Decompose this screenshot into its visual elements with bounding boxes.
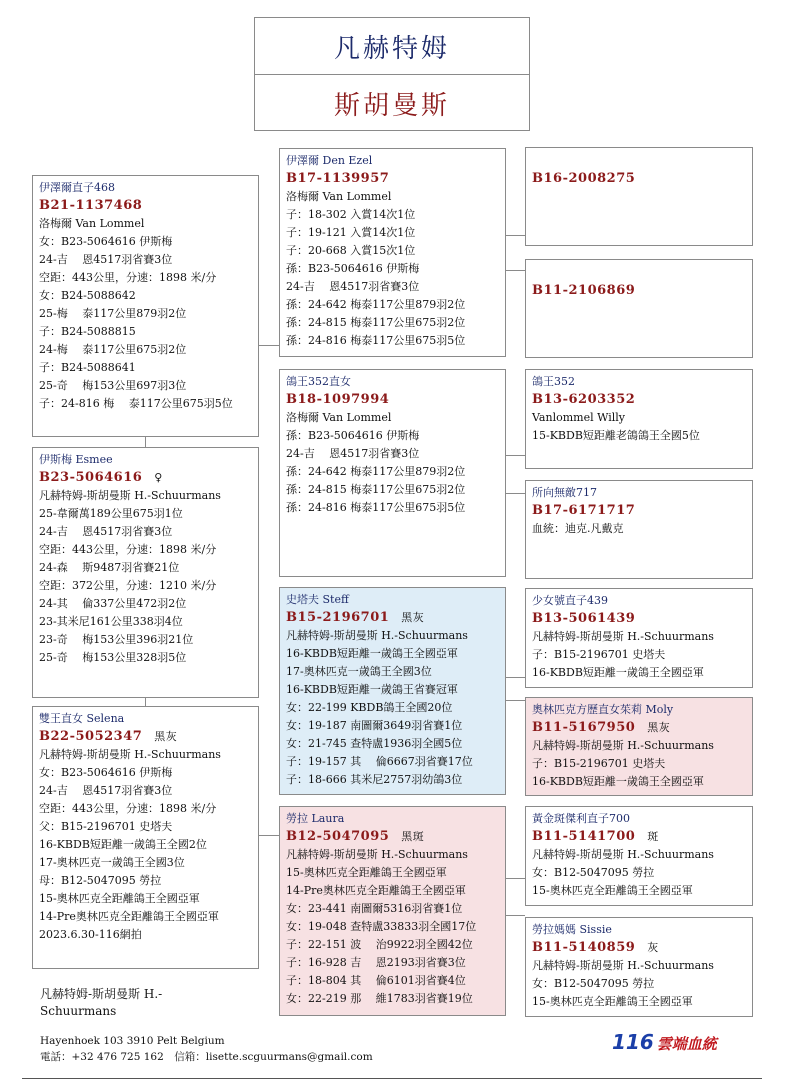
pedigree-line: 2023.6.30-116網拍 <box>39 928 142 941</box>
logo-text: 雲端血統 <box>656 1035 717 1053</box>
pedigree-line: 24-吉 恩4517羽省賽3位 <box>39 253 173 266</box>
footer-loft-name: 凡赫特姆-斯胡曼斯 H.-Schuurmans <box>40 987 163 1018</box>
pedigree-line: 孫：24-816 梅泰117公里675羽5位 <box>286 334 466 347</box>
pedigree-line: 洛梅爾 Van Lommel <box>39 217 145 230</box>
pedigree-line: 25-梅 泰117公里879羽2位 <box>39 307 187 320</box>
pedigree-line: 17-奧林匹克一歲鴿王全國3位 <box>39 856 185 869</box>
pedigree-line: 24-吉 恩4517羽省賽3位 <box>286 447 420 460</box>
pedigree-line: 孫：24-815 梅泰117公里675羽2位 <box>286 316 466 329</box>
pedigree-line: 16-KBDB短距離一歲鴿王省賽冠軍 <box>286 683 458 696</box>
pigeon-color-sex: 黑灰 <box>401 611 425 624</box>
pedigree-line: 洛梅爾 Van Lommel <box>286 190 392 203</box>
pedigree-line: 子：22-151 波 治9922羽全國42位 <box>286 938 473 951</box>
connector <box>505 878 525 879</box>
pedigree-line: 25-奇 梅153公里328羽5位 <box>39 651 187 664</box>
ring-number <box>286 828 499 846</box>
pedigree-line: 16-KBDB短距離一歲鴿王全國亞軍 <box>532 666 704 679</box>
ring-number-text: B11-5167950 <box>532 720 636 735</box>
pedigree-line: Vanlommel Willy <box>532 411 625 424</box>
pigeon-card-sss[interactable] <box>525 147 753 246</box>
ring-number <box>286 170 499 188</box>
pedigree-line: 子：16-928 吉 恩2193羽省賽3位 <box>286 956 466 969</box>
brand-logo[interactable] <box>612 1030 717 1054</box>
pigeon-name: 伊斯梅 Esmee <box>39 453 113 466</box>
pedigree-line: 女：B24-5088642 <box>39 289 136 302</box>
ring-number-text: B17-6171717 <box>532 503 636 518</box>
pigeon-name: 少女號直子439 <box>532 594 608 607</box>
ring-number <box>39 197 252 215</box>
pigeon-name: 奧林匹克方歷直女茱莉 Moly <box>532 703 674 716</box>
pedigree-line: 女：23-441 南圖爾5316羽省賽1位 <box>286 902 463 915</box>
ring-number <box>532 719 746 737</box>
pedigree-line: 24-梅 泰117公里675羽2位 <box>39 343 187 356</box>
connector <box>505 235 525 236</box>
connector <box>505 700 525 701</box>
pedigree-line: 子：B24-5088641 <box>39 361 136 374</box>
pedigree-line: 女：B12-5047095 勞拉 <box>532 866 655 879</box>
pedigree-line: 孫：24-816 梅泰117公里675羽5位 <box>286 501 466 514</box>
pedigree-line: 空距：372公里，分速：1210 米/分 <box>39 579 217 592</box>
ring-number-text: B21-1137468 <box>39 198 143 213</box>
ring-number <box>532 610 746 628</box>
pedigree-line: 子：B15-2196701 史塔夫 <box>532 648 666 661</box>
pigeon-card-sire[interactable] <box>32 175 259 437</box>
connector <box>505 677 525 678</box>
ring-number-text: B13-6203352 <box>532 392 636 407</box>
pedigree-line: 24-其 倫337公里472羽2位 <box>39 597 187 610</box>
pedigree-line: 女：B23-5064616 伊斯梅 <box>39 235 173 248</box>
pedigree-line: 孫：B23-5064616 伊斯梅 <box>286 429 420 442</box>
pedigree-line: 女：21-745 查特盧1936羽全國5位 <box>286 737 463 750</box>
pigeon-card-sire-sire[interactable] <box>279 148 506 357</box>
pedigree-line: 15-奧林匹克全距離鴿王全國亞軍 <box>532 884 693 897</box>
pigeon-card-sdd[interactable] <box>525 480 753 579</box>
logo-number: 116 <box>612 1030 654 1054</box>
pedigree-line: 子：20-668 入賞15次1位 <box>286 244 416 257</box>
footer-address: Hayenhoek 103 3910 Pelt Belgium <box>40 1035 225 1047</box>
pigeon-name: 鴿王352直女 <box>286 375 351 388</box>
footer-contact <box>40 1033 373 1065</box>
ring-number <box>532 502 746 520</box>
pigeon-card-dsd[interactable] <box>525 697 753 796</box>
ring-number <box>286 609 499 627</box>
pedigree-line: 14-Pre奧林匹克全距離鴿王全國亞軍 <box>39 910 219 923</box>
pedigree-line: 24-森 斯9487羽省賽21位 <box>39 561 180 574</box>
connector <box>505 915 525 916</box>
ring-number <box>532 391 746 409</box>
pedigree-line: 16-KBDB短距離一歲鴿王全國亞軍 <box>286 647 458 660</box>
pedigree-line: 凡赫特姆-斯胡曼斯 H.-Schuurmans <box>532 630 714 643</box>
ring-number-text: B17-1139957 <box>286 171 390 186</box>
ring-number <box>39 469 252 487</box>
connector <box>505 270 525 271</box>
pigeon-name: 鴿王352 <box>532 375 575 388</box>
connector <box>258 835 280 836</box>
connector <box>145 437 146 447</box>
ring-number-text: B16-2008275 <box>532 171 636 186</box>
pigeon-name: 史塔夫 Steff <box>286 593 349 606</box>
pedigree-line: 洛梅爾 Van Lommel <box>286 411 392 424</box>
pedigree-line: 子：18-804 其 倫6101羽省賽4位 <box>286 974 466 987</box>
pedigree-line: 女：22-199 KBDB鴿王全國20位 <box>286 701 453 714</box>
ring-number-text: B11-2106869 <box>532 283 636 298</box>
pigeon-card-dam-sire[interactable] <box>279 587 506 795</box>
ring-number <box>286 391 499 409</box>
pedigree-line: 女：19-187 南圖爾3649羽省賽1位 <box>286 719 463 732</box>
pedigree-line: 23-奇 梅153公里396羽21位 <box>39 633 194 646</box>
pedigree-line: 孫：24-642 梅泰117公里879羽2位 <box>286 298 466 311</box>
pigeon-color-sex: 黑斑 <box>401 830 425 843</box>
loft-title-line1: 凡赫特姆 <box>333 33 450 64</box>
pedigree-line: 15-奧林匹克全距離鴿王全國亞軍 <box>286 866 447 879</box>
pigeon-name: 勞拉媽媽 Sissie <box>532 923 612 936</box>
pedigree-line: 凡赫特姆-斯胡曼斯 H.-Schuurmans <box>39 748 221 761</box>
pedigree-line: 空距：443公里，分速：1898 米/分 <box>39 271 217 284</box>
pedigree-line: 14-Pre奧林匹克全距離鴿王全國亞軍 <box>286 884 466 897</box>
pigeon-card-dam-dam[interactable] <box>279 806 506 1016</box>
pedigree-line: 凡赫特姆-斯胡曼斯 H.-Schuurmans <box>532 848 714 861</box>
ring-number-text: B13-5061439 <box>532 611 636 626</box>
pedigree-line: 女：B23-5064616 伊斯梅 <box>39 766 173 779</box>
pigeon-name: 雙王直女 Selena <box>39 712 125 725</box>
ring-number-text: B11-5141700 <box>532 829 636 844</box>
pedigree-line: 母：B12-5047095 勞拉 <box>39 874 162 887</box>
pigeon-color-sex: 黑灰 <box>154 730 178 743</box>
pigeon-color-sex: 斑 <box>647 830 659 843</box>
pigeon-card-subject[interactable] <box>32 447 259 698</box>
pedigree-line: 血統：迪克.凡戴克 <box>532 522 624 535</box>
pigeon-name: 伊澤爾直子468 <box>39 181 115 194</box>
pedigree-line: 23-其米尼161公里338羽4位 <box>39 615 183 628</box>
pedigree-line: 空距：443公里，分速：1898 米/分 <box>39 543 217 556</box>
loft-title-line2: 斯胡曼斯 <box>255 74 529 131</box>
connector <box>505 493 525 494</box>
pedigree-line: 女：22-219 那 維1783羽省賽19位 <box>286 992 473 1005</box>
title-box <box>254 17 530 131</box>
pedigree-line: 凡赫特姆-斯胡曼斯 H.-Schuurmans <box>286 629 468 642</box>
pigeon-card-dss[interactable] <box>525 588 753 688</box>
pedigree-line: 24-吉 恩4517羽省賽3位 <box>39 525 173 538</box>
footer-divider <box>22 1078 762 1079</box>
pedigree-line: 16-KBDB短距離一歲鴿王全國2位 <box>39 838 207 851</box>
pedigree-line: 空距：443公里，分速：1898 米/分 <box>39 802 217 815</box>
pigeon-name: 勞拉 Laura <box>286 812 345 825</box>
ring-number-text: B11-5140859 <box>532 940 636 955</box>
pedigree-line: 孫：24-815 梅泰117公里675羽2位 <box>286 483 466 496</box>
pedigree-line: 子：18-666 其米尼2757羽幼鴿3位 <box>286 773 463 786</box>
pigeon-card-ddd[interactable] <box>525 917 753 1017</box>
pedigree-line: 凡赫特姆-斯胡曼斯 H.-Schuurmans <box>39 489 221 502</box>
pigeon-card-sire-dam[interactable] <box>279 369 506 577</box>
pedigree-line: 女：19-048 查特盧33833羽全國17位 <box>286 920 477 933</box>
pigeon-name: 伊澤爾 Den Ezel <box>286 154 373 167</box>
pedigree-line: 子：B15-2196701 史塔夫 <box>532 757 666 770</box>
pedigree-line: 25-奇 梅153公里697羽3位 <box>39 379 187 392</box>
pedigree-line: 15-KBDB短距離老鴿鴿王全國5位 <box>532 429 700 442</box>
pigeon-name: 所向無敵717 <box>532 486 597 499</box>
pedigree-line: 女：B12-5047095 勞拉 <box>532 977 655 990</box>
pigeon-name: 黃金斑傑利直子700 <box>532 812 630 825</box>
pigeon-color-sex: ♀ <box>154 471 163 484</box>
pigeon-card-sds[interactable] <box>525 369 753 469</box>
ring-number <box>39 728 252 746</box>
ring-number-text: B22-5052347 <box>39 729 143 744</box>
connector <box>258 345 280 346</box>
ring-number <box>532 170 746 188</box>
pedigree-line: 子：19-157 其 倫6667羽省賽17位 <box>286 755 473 768</box>
connector <box>145 698 146 706</box>
ring-number <box>532 828 746 846</box>
pedigree-line: 15-奧林匹克全距離鴿王全國亞軍 <box>532 995 693 1008</box>
pedigree-line: 子：18-302 入賞14次1位 <box>286 208 416 221</box>
footer-phone-email: 電話：+32 476 725 162 信箱：lisette.scguurmans@gmail.com <box>40 1051 373 1063</box>
pedigree-line: 24-吉 恩4517羽省賽3位 <box>286 280 420 293</box>
pedigree-line: 凡赫特姆-斯胡曼斯 H.-Schuurmans <box>532 959 714 972</box>
pedigree-line: 子：19-121 入賞14次1位 <box>286 226 416 239</box>
pigeon-color-sex: 黑灰 <box>647 721 671 734</box>
pedigree-line: 17-奧林匹克一歲鴿王全國3位 <box>286 665 432 678</box>
pedigree-line: 15-奧林匹克全距離鴿王全國亞軍 <box>39 892 200 905</box>
ring-number <box>532 939 746 957</box>
ring-number <box>532 282 746 300</box>
ring-number-text: B15-2196701 <box>286 610 390 625</box>
pedigree-line: 子：B24-5088815 <box>39 325 136 338</box>
connector <box>505 455 525 456</box>
pedigree-line: 16-KBDB短距離一歲鴿王全國亞軍 <box>532 775 704 788</box>
pigeon-card-dds[interactable] <box>525 806 753 906</box>
pedigree-line: 父：B15-2196701 史塔夫 <box>39 820 173 833</box>
pigeon-card-ssd[interactable] <box>525 259 753 358</box>
pedigree-line: 25-韋爾萬189公里675羽1位 <box>39 507 183 520</box>
pedigree-line: 子：24-816 梅 泰117公里675羽5位 <box>39 397 233 410</box>
ring-number-text: B18-1097994 <box>286 392 390 407</box>
pedigree-line: 24-吉 恩4517羽省賽3位 <box>39 784 173 797</box>
pigeon-color-sex: 灰 <box>647 941 659 954</box>
ring-number-text: B12-5047095 <box>286 829 390 844</box>
pigeon-card-dam[interactable] <box>32 706 259 969</box>
ring-number-text: B23-5064616 <box>39 470 143 485</box>
pedigree-line: 凡赫特姆-斯胡曼斯 H.-Schuurmans <box>532 739 714 752</box>
pedigree-line: 孫：24-642 梅泰117公里879羽2位 <box>286 465 466 478</box>
pedigree-line: 凡赫特姆-斯胡曼斯 H.-Schuurmans <box>286 848 468 861</box>
pedigree-line: 孫：B23-5064616 伊斯梅 <box>286 262 420 275</box>
